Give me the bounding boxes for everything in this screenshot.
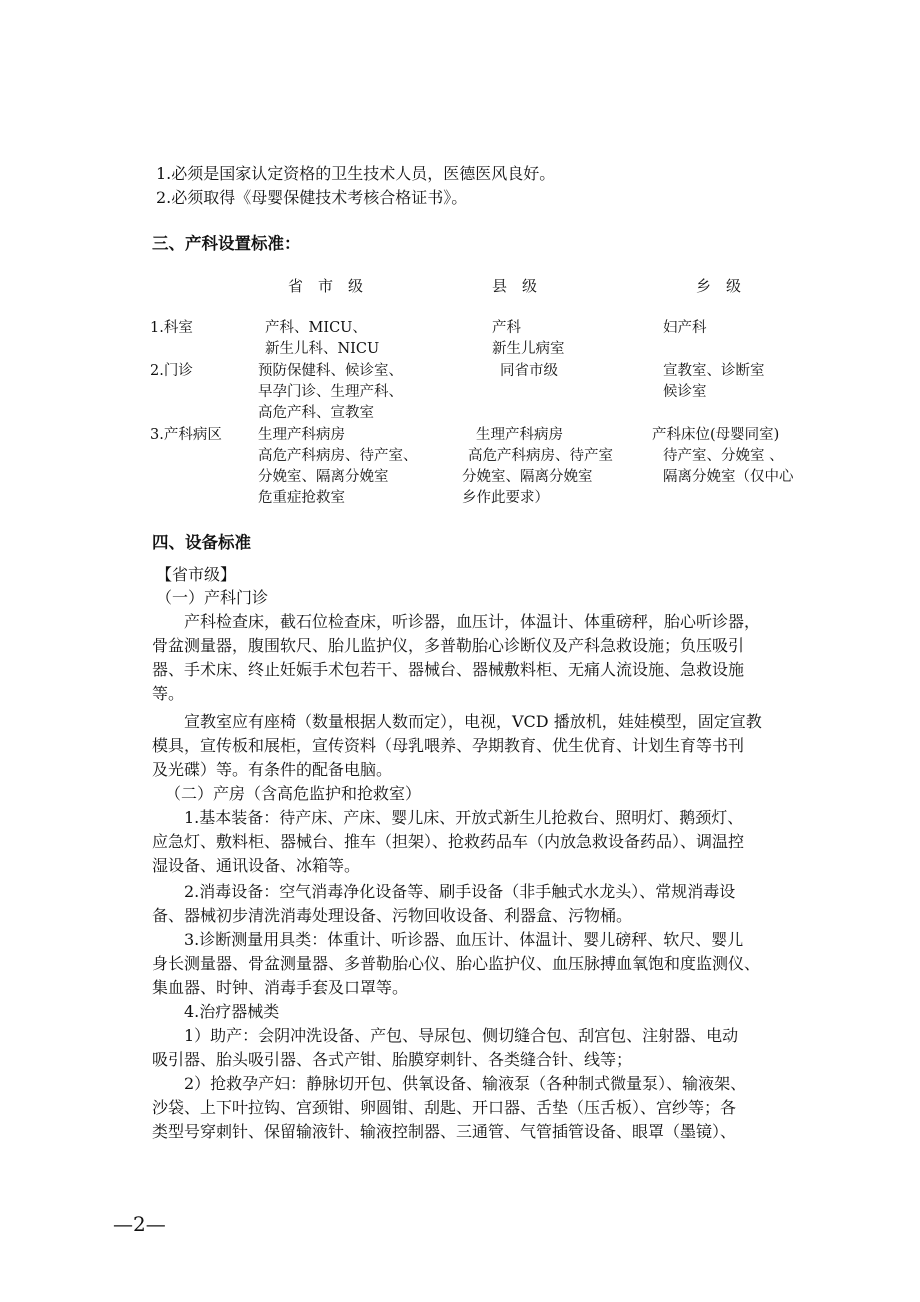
requirement-line: 2.必须取得《母婴保健技术考核合格证书》。 — [156, 188, 468, 207]
paragraph-line: 模具，宣传板和展柜，宣传资料（母乳喂养、孕期教育、优生优育、计划生育等书刊 — [152, 736, 745, 755]
section-heading-3: 三、产科设置标准： — [152, 234, 301, 253]
table-cell-province: 高危产科病房、待产室、 — [258, 448, 418, 464]
paragraph-line: 1.基本装备：待产床、产床、婴儿床、开放式新生儿抢救台、照明灯、鹅颈灯、 — [184, 808, 744, 827]
table-header-county: 县 级 — [492, 277, 538, 295]
paragraph-line: 身长测量器、骨盆测量器、多普勒胎心仪、胎心监护仪、血压脉搏血氧饱和度监测仪、 — [152, 954, 761, 973]
table-cell-county: 新生儿病室 — [492, 341, 565, 357]
table-cell-township: 隔离分娩室（仅中心 — [663, 469, 794, 485]
table-row-label: 3.产科病区 — [150, 427, 222, 443]
paragraph-line: 沙袋、上下叶拉钩、宫颈钳、卵圆钳、刮匙、开口器、舌垫（压舌板）、宫纱等；各 — [152, 1098, 737, 1117]
table-cell-province: 产科、MICU、 — [265, 320, 367, 336]
paragraph-line: 3.诊断测量用具类：体重计、听诊器、血压计、体温计、婴儿磅秤、软尺、婴儿 — [184, 930, 744, 949]
table-cell-township: 宣教室、诊断室 — [663, 363, 765, 379]
table-cell-township: 产科床位(母婴同室) — [652, 427, 780, 443]
requirement-line: 1.必须是国家认定资格的卫生技术人员，医德医风良好。 — [156, 164, 556, 183]
table-header-province: 省 市 级 — [288, 277, 364, 295]
table-cell-township: 候诊室 — [663, 384, 707, 400]
table-header-township: 乡 级 — [696, 277, 742, 295]
paragraph-line: 产科检查床，截石位检查床，听诊器，血压计，体温计、体重磅秤，胎心听诊器， — [184, 612, 761, 631]
table-cell-province: 分娩室、隔离分娩室 — [258, 469, 389, 485]
table-cell-township: 待产室、分娩室 、 — [663, 448, 784, 464]
table-cell-county: 生理产科病房 — [476, 427, 563, 443]
paragraph-line: 1）助产：会阴冲洗设备、产包、导尿包、侧切缝合包、刮宫包、注射器、电动 — [184, 1026, 739, 1045]
table-cell-province: 早孕门诊、生理产科、 — [258, 384, 403, 400]
subsection-heading: （二）产房（含高危监护和抢救室） — [165, 784, 422, 803]
table-cell-county: 分娩室、隔离分娩室 — [462, 469, 593, 485]
table-cell-province: 新生儿科、NICU — [265, 341, 380, 357]
table-cell-township: 妇产科 — [663, 320, 707, 336]
table-row-label: 1.科室 — [150, 320, 193, 336]
paragraph-line: 类型号穿刺针、保留输液针、输液控制器、三通管、气管插管设备、眼罩（墨镜）、 — [152, 1122, 737, 1141]
paragraph-line: 集血器、时钟、消毒手套及口罩等。 — [152, 978, 409, 997]
paragraph-line: 2）抢救孕产妇：静脉切开包、供氧设备、输液泵（各种制式微量泵）、输液架、 — [184, 1074, 747, 1093]
paragraph-line: 备、器械初步清洗消毒处理设备、污物回收设备、利器盒、污物桶。 — [152, 906, 633, 925]
paragraph-line: 吸引器、胎头吸引器、各式产钳、胎膜穿刺针、各类缝合针、线等； — [152, 1050, 633, 1069]
table-cell-county: 高危产科病房、待产室 — [468, 448, 613, 464]
table-row-label: 2.门诊 — [150, 363, 193, 379]
level-label: 【省市级】 — [156, 565, 237, 584]
table-cell-province: 预防保健科、候诊室、 — [258, 363, 403, 379]
table-cell-province: 生理产科病房 — [258, 427, 345, 443]
table-cell-county: 产科 — [492, 320, 521, 336]
subsection-heading: （一）产科门诊 — [156, 588, 269, 607]
paragraph-line: 4.治疗器械类 — [184, 1002, 280, 1021]
paragraph-line: 等。 — [152, 684, 185, 703]
table-cell-province: 危重症抢救室 — [258, 490, 345, 506]
table-cell-province: 高危产科、宣教室 — [258, 405, 374, 421]
table-cell-county: 乡作此要求） — [462, 490, 549, 506]
section-heading-4: 四、设备标准 — [152, 533, 251, 552]
paragraph-line: 及光碟）等。有条件的配备电脑。 — [152, 760, 393, 779]
paragraph-line: 应急灯、敷料柜、器械台、推车（担架）、抢救药品车（内放急救设备药品）、调温控 — [152, 832, 745, 851]
paragraph-line: 湿设备、通讯设备、冰箱等。 — [152, 856, 361, 875]
page-number: —2— — [113, 1212, 166, 1236]
paragraph-line: 宣教室应有座椅（数量根据人数而定），电视，VCD 播放机，娃娃模型，固定宣教 — [184, 712, 762, 731]
paragraph-line: 器、手术床、终止妊娠手术包若干、器械台、器械敷料柜、无痛人流设施、急救设施 — [152, 660, 745, 679]
paragraph-line: 2.消毒设备：空气消毒净化设备等、刷手设备（非手触式水龙头）、常规消毒设 — [184, 882, 736, 901]
table-cell-county: 同省市级 — [500, 363, 558, 379]
paragraph-line: 骨盆测量器，腹围软尺、胎儿监护仪，多普勒胎心诊断仪及产科急救设施；负压吸引 — [152, 636, 745, 655]
